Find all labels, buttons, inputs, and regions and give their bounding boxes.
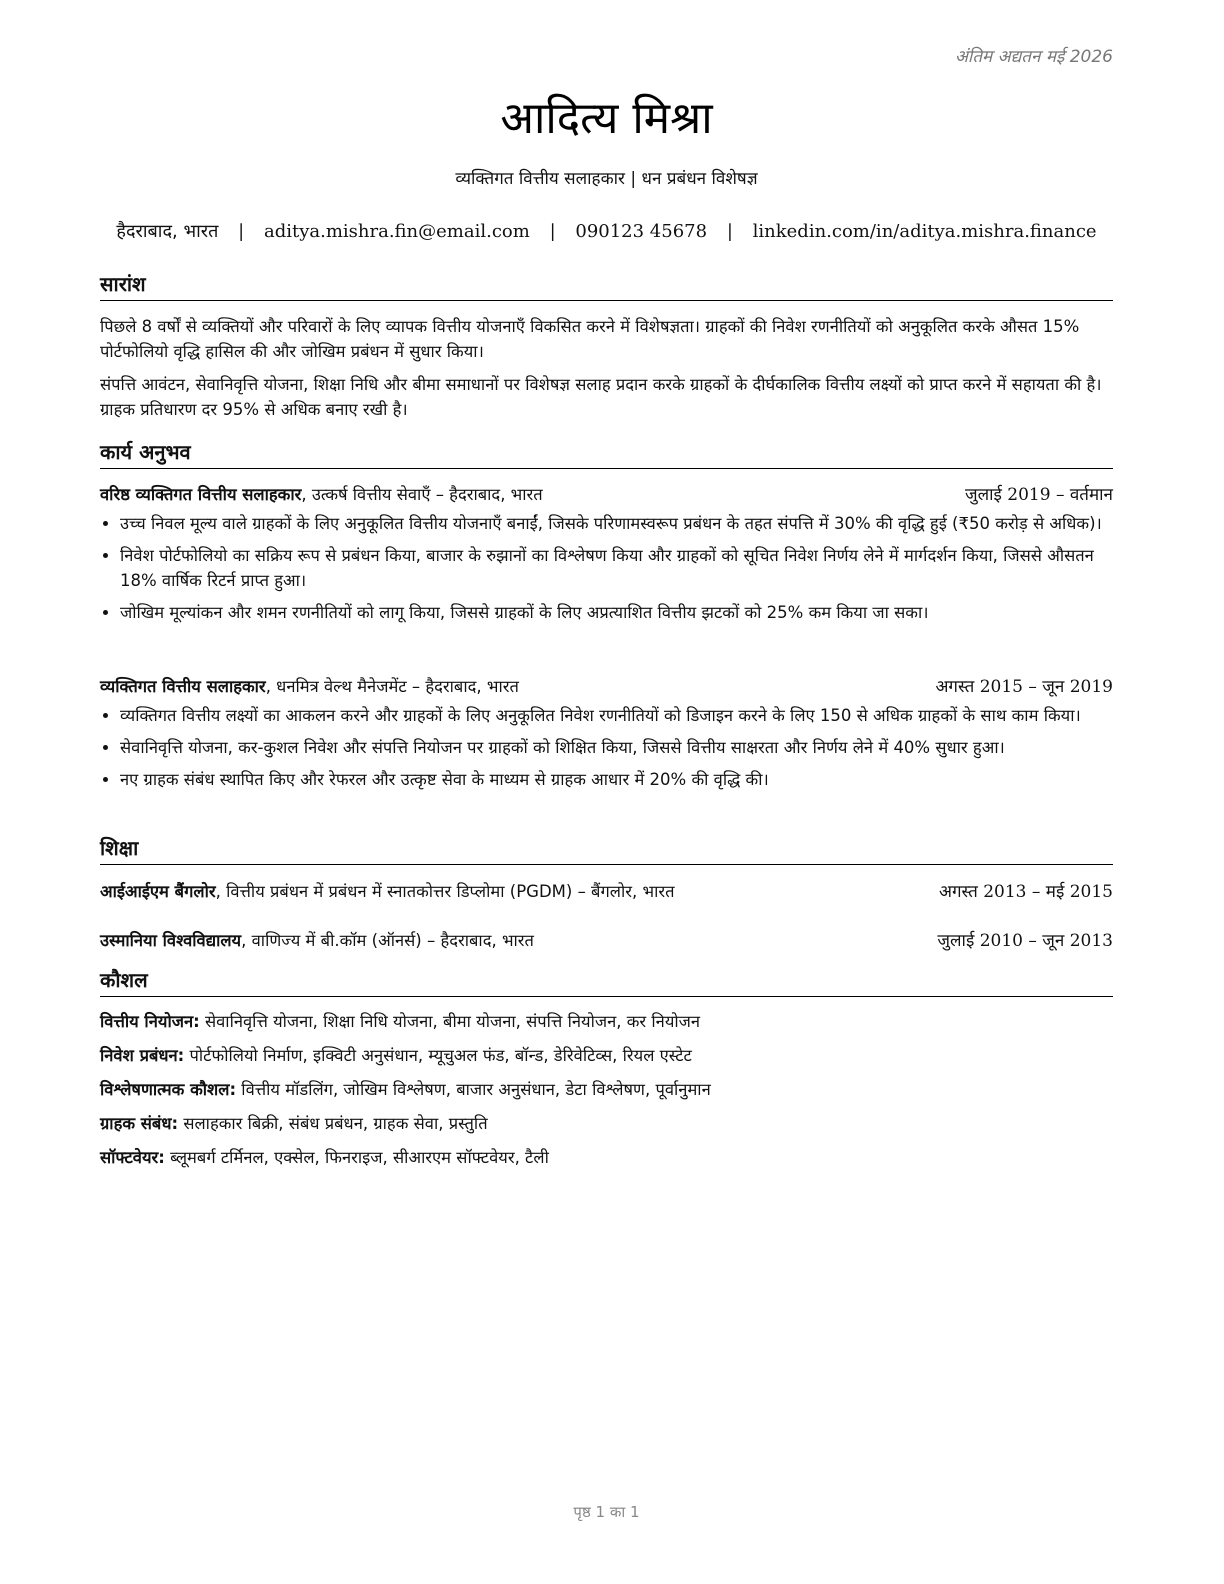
job-org: , धनमित्र वेल्थ मैनेजमेंट – हैदराबाद, भारत — [265, 677, 519, 696]
contact-separator: | — [549, 221, 556, 242]
skill-label: सॉफ्टवेयर: — [100, 1148, 165, 1167]
job-bullets — [100, 703, 1113, 799]
job-org: , उत्कर्ष वित्तीय सेवाएँ – हैदराबाद, भारत — [301, 485, 543, 504]
contact-separator: | — [238, 221, 245, 242]
skill-label: ग्राहक संबंध: — [100, 1114, 179, 1133]
education-heading: शिक्षा — [100, 834, 1113, 865]
skill-value: वित्तीय मॉडलिंग, जोखिम विश्लेषण, बाजार अनुसंधान, डेटा विश्लेषण, पूर्वानुमान — [236, 1080, 711, 1099]
list-item: • उच्च निवल मूल्य वाले ग्राहकों के लिए अनुकूलित वित्तीय योजनाएँ बनाईं, जिसके परिणामस्वरूप प्रबंधन के तहत संपत्ति में 30% की वृद्धि हुई (₹50 करोड़ से अधिक)। — [120, 511, 1113, 536]
job-role: वरिष्ठ व्यक्तिगत वित्तीय सलाहकार — [100, 485, 302, 504]
candidate-name: आदित्य मिश्रा — [500, 93, 713, 144]
skill-item — [100, 1112, 1113, 1146]
contact-phone: 090123 45678 — [575, 221, 708, 242]
summary-paragraph: पिछले 8 वर्षों से व्यक्तियों और परिवारों के लिए व्यापक वित्तीय योजनाएँ विकसित करने में विशेषज्ञता। ग्राहकों की निवेश रणनीतियों को अनुकूलित करके औसत 15% पोर्टफोलियो वृद्धि हासिल की और जोखिम प्रबंधन में सुधार किया। — [100, 317, 1080, 361]
list-item: • नए ग्राहक संबंध स्थापित किए और रेफरल और उत्कृष्ट सेवा के माध्यम से ग्राहक आधार में 20% की वृद्धि की। — [120, 767, 1113, 792]
skill-value: पोर्टफोलियो निर्माण, इक्विटी अनुसंधान, म्यूचुअल फंड, बॉन्ड, डेरिवेटिव्स, रियल एस्टेट — [184, 1046, 692, 1065]
experience-heading: कार्य अनुभव — [100, 438, 1113, 469]
contact-linkedin[interactable]: linkedin.com/in/aditya.mishra.finance — [752, 221, 1097, 242]
job-bullets — [100, 511, 1113, 632]
education-school: उस्मानिया विश्वविद्यालय — [100, 931, 242, 950]
education-detail: , वित्तीय प्रबंधन में प्रबंधन में स्नातकोत्तर डिप्लोमा (PGDM) – बैंगलोर, भारत — [215, 882, 675, 901]
skill-label: विश्लेषणात्मक कौशल: — [100, 1080, 237, 1099]
list-item: • निवेश पोर्टफोलियो का सक्रिय रूप से प्रबंधन किया, बाजार के रुझानों का विश्लेषण किया और ग्राहकों को सूचित निवेश निर्णय लेने में मार्गदर्शन किया, जिससे औसतन 18% वार्षिक रिटर्न प्राप्त हुआ। — [120, 543, 1113, 593]
job-header — [100, 482, 1113, 505]
skills-heading: कौशल — [100, 966, 1113, 997]
contact-separator: | — [726, 221, 733, 242]
skill-item — [100, 1146, 1113, 1180]
skills-list — [100, 1010, 1113, 1180]
list-item: • व्यक्तिगत वित्तीय लक्ष्यों का आकलन करने और ग्राहकों के लिए अनुकूलित निवेश रणनीतियों को डिजाइन करने के लिए 150 से अधिक ग्राहकों के साथ काम किया। — [120, 703, 1113, 728]
contact-line — [100, 219, 1113, 243]
education-item — [100, 879, 1113, 902]
list-item: • सेवानिवृत्ति योजना, कर-कुशल निवेश और संपत्ति नियोजन पर ग्राहकों को शिक्षित किया, जिससे वित्तीय साक्षरता और निर्णय लेने में 40% सुधार हुआ। — [120, 735, 1113, 760]
education-item — [100, 928, 1113, 951]
skill-label: निवेश प्रबंधन: — [100, 1046, 185, 1065]
candidate-tagline: व्यक्तिगत वित्तीय सलाहकार | धन प्रबंधन विशेषज्ञ — [455, 169, 758, 189]
page-number: पृष्ठ 1 का 1 — [573, 1503, 640, 1521]
skill-label: वित्तीय नियोजन: — [100, 1012, 200, 1031]
contact-email[interactable]: aditya.mishra.fin@email.com — [263, 221, 530, 242]
job-dates: अगस्त 2015 – जून 2019 — [935, 677, 1113, 697]
skill-item — [100, 1044, 1113, 1078]
education-dates: अगस्त 2013 – मई 2015 — [938, 882, 1113, 902]
education-detail: , वाणिज्य में बी.कॉम (ऑनर्स) – हैदराबाद, भारत — [241, 931, 534, 950]
list-item: • जोखिम मूल्यांकन और शमन रणनीतियों को लागू किया, जिससे ग्राहकों के लिए अप्रत्याशित वित्तीय झटकों को 25% कम किया जा सका। — [120, 600, 1113, 625]
resume-page — [100, 0, 1113, 1584]
summary-heading: सारांश — [100, 270, 1113, 301]
skill-value: सेवानिवृत्ति योजना, शिक्षा निधि योजना, बीमा योजना, संपत्ति नियोजन, कर नियोजन — [199, 1012, 701, 1031]
job-header — [100, 674, 1113, 697]
skill-value: सलाहकार बिक्री, संबंध प्रबंधन, ग्राहक सेवा, प्रस्तुति — [178, 1114, 488, 1133]
contact-location: हैदराबाद, भारत — [116, 221, 219, 242]
last-updated-note: अंतिम अद्यतन मई 2026 — [954, 47, 1113, 67]
skill-item — [100, 1010, 1113, 1044]
skill-item — [100, 1078, 1113, 1112]
summary-paragraph: संपत्ति आवंटन, सेवानिवृत्ति योजना, शिक्षा निधि और बीमा समाधानों पर विशेषज्ञ सलाह प्रदान करके ग्राहकों के दीर्घकालिक वित्तीय लक्ष्यों को प्राप्त करने में सहायता की है। ग्राहक प्रतिधारण दर 95% से अधिक बनाए रखी है। — [100, 375, 1102, 419]
job-dates: जुलाई 2019 – वर्तमान — [964, 485, 1113, 505]
education-school: आईआईएम बैंगलोर — [100, 882, 216, 901]
skill-value: ब्लूमबर्ग टर्मिनल, एक्सेल, फिनराइज, सीआरएम सॉफ्टवेयर, टैली — [164, 1148, 549, 1167]
education-dates: जुलाई 2010 – जून 2013 — [937, 931, 1113, 951]
job-role: व्यक्तिगत वित्तीय सलाहकार — [100, 677, 266, 696]
